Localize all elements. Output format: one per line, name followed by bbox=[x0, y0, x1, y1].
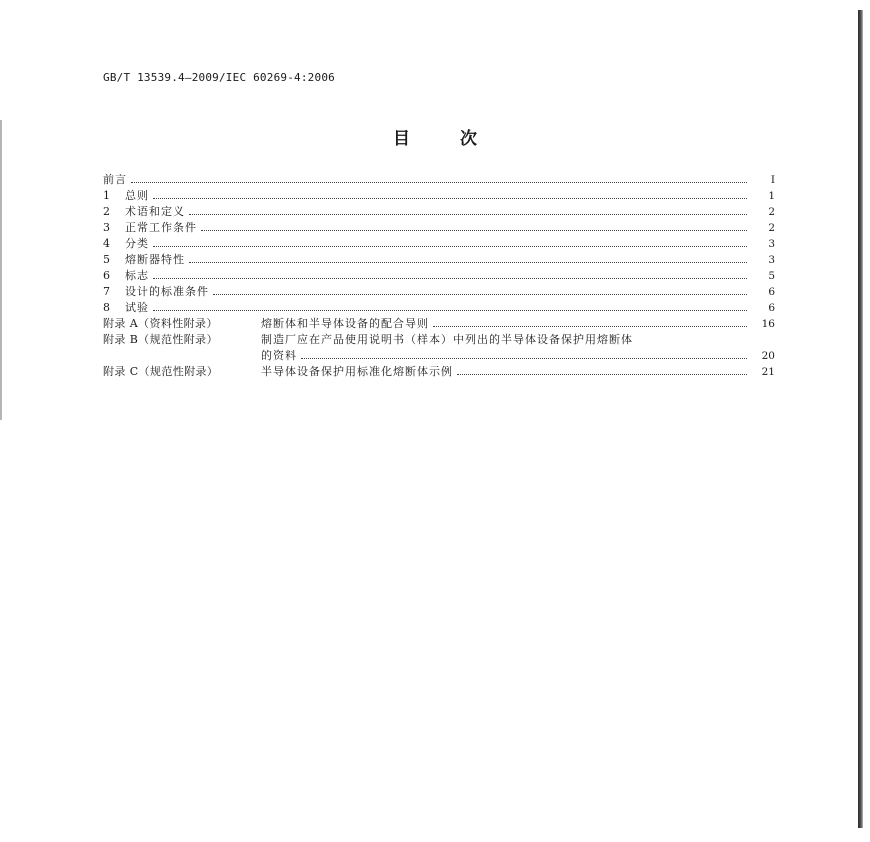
toc-label: 分类 bbox=[125, 237, 149, 250]
toc-label: 术语和定义 bbox=[125, 205, 185, 218]
toc-chapter-8[interactable] bbox=[103, 300, 775, 316]
toc-number: 5 bbox=[103, 253, 110, 266]
toc-number: 8 bbox=[103, 301, 110, 314]
toc-chapter-6[interactable] bbox=[103, 268, 775, 284]
toc-number: 3 bbox=[103, 221, 110, 234]
dot-leader bbox=[189, 214, 747, 215]
dot-leader bbox=[153, 310, 747, 311]
toc-number: 6 bbox=[103, 269, 110, 282]
toc-page: 6 bbox=[768, 302, 775, 314]
toc-chapter-7[interactable] bbox=[103, 284, 775, 300]
dot-leader bbox=[153, 198, 747, 199]
toc-number: 2 bbox=[103, 205, 110, 218]
toc-label: 总则 bbox=[125, 189, 149, 202]
toc-label: 试验 bbox=[125, 301, 149, 314]
dot-leader bbox=[301, 358, 747, 359]
standard-code: GB/T 13539.4—2009/IEC 60269-4:2006 bbox=[103, 71, 335, 84]
toc-page: 1 bbox=[768, 190, 775, 202]
toc-page: 5 bbox=[768, 270, 775, 282]
toc-label: 标志 bbox=[125, 269, 149, 282]
title-part-2: 次 bbox=[460, 129, 477, 149]
scan-edge-left bbox=[0, 120, 2, 420]
toc-number: 4 bbox=[103, 237, 110, 250]
table-of-contents bbox=[103, 172, 775, 380]
toc-number: 1 bbox=[103, 189, 110, 202]
toc-label: 熔断器特性 bbox=[125, 253, 185, 266]
toc-label: 设计的标准条件 bbox=[125, 285, 209, 298]
toc-label: 半导体设备保护用标准化熔断体示例 bbox=[261, 365, 453, 378]
dot-leader bbox=[189, 262, 747, 263]
appendix-prefix: 附录 A（资料性附录） bbox=[103, 317, 218, 330]
dot-leader bbox=[153, 246, 747, 247]
dot-leader bbox=[433, 326, 747, 327]
toc-appendix-a[interactable] bbox=[103, 316, 775, 332]
toc-number: 7 bbox=[103, 285, 110, 298]
appendix-prefix: 附录 B（规范性附录） bbox=[103, 333, 218, 346]
toc-page: 16 bbox=[761, 318, 775, 330]
dot-leader bbox=[153, 278, 747, 279]
toc-appendix-c[interactable] bbox=[103, 364, 775, 380]
page-title bbox=[0, 124, 870, 149]
dot-leader bbox=[131, 182, 747, 183]
toc-page: 21 bbox=[761, 366, 775, 378]
toc-page: 6 bbox=[768, 286, 775, 298]
toc-page: 3 bbox=[768, 238, 775, 250]
toc-chapter-4[interactable] bbox=[103, 236, 775, 252]
title-part-1: 目 bbox=[393, 129, 410, 149]
toc-label: 熔断体和半导体设备的配合导则 bbox=[261, 317, 429, 330]
toc-page: 3 bbox=[768, 254, 775, 266]
dot-leader bbox=[201, 230, 747, 231]
dot-leader bbox=[457, 374, 747, 375]
toc-page: Ⅰ bbox=[770, 174, 775, 186]
toc-appendix-b[interactable] bbox=[103, 332, 775, 364]
toc-foreword[interactable] bbox=[103, 172, 775, 188]
toc-page: 2 bbox=[768, 222, 775, 234]
toc-label: 前言 bbox=[103, 173, 127, 186]
dot-leader bbox=[213, 294, 747, 295]
toc-chapter-2[interactable] bbox=[103, 204, 775, 220]
appendix-prefix: 附录 C（规范性附录） bbox=[103, 365, 219, 378]
toc-chapter-3[interactable] bbox=[103, 220, 775, 236]
toc-page: 20 bbox=[761, 350, 775, 362]
toc-label-line-1: 制造厂应在产品使用说明书（样本）中列出的半导体设备保护用熔断体 bbox=[261, 333, 633, 346]
toc-label-line-2: 的资料 bbox=[261, 349, 297, 362]
toc-chapter-5[interactable] bbox=[103, 252, 775, 268]
toc-label: 正常工作条件 bbox=[125, 221, 197, 234]
toc-chapter-1[interactable] bbox=[103, 188, 775, 204]
toc-page: 2 bbox=[768, 206, 775, 218]
